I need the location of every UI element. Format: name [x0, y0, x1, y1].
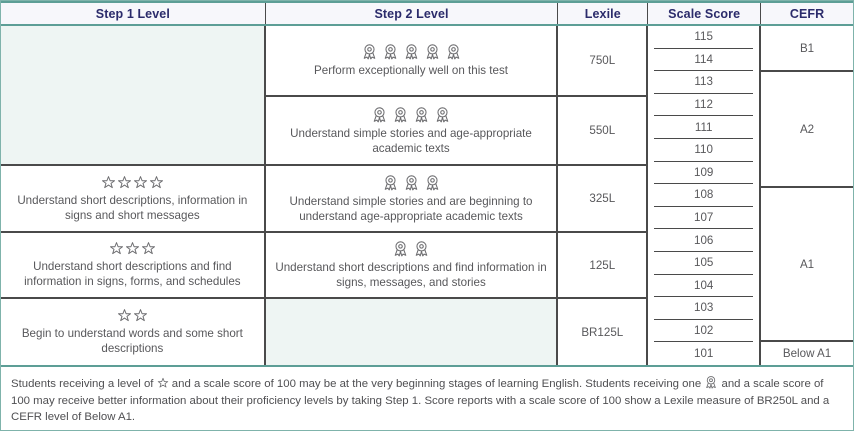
column-scale-score	[648, 26, 761, 365]
cefr-cell: Below A1	[782, 347, 832, 360]
scale-score-cell: 110	[654, 139, 753, 162]
scale-score-cell: 108	[654, 184, 753, 207]
star-icon	[133, 175, 148, 190]
step1-description: Begin to understand words and some short descriptions	[21, 327, 243, 355]
column-header-cefr: CEFR	[789, 6, 825, 21]
lexile-cell: 325L	[558, 166, 646, 233]
column-header-step2: Step 2 Level	[266, 3, 559, 24]
step1-cell-2-stars	[1, 299, 264, 365]
ribbon-icon	[382, 174, 399, 191]
table-header-row	[1, 1, 853, 26]
ribbon-icon	[424, 43, 441, 60]
column-header-lexile: Lexile	[558, 3, 648, 24]
step2-cell-5-ribbons	[266, 26, 557, 97]
ribbon-icon	[445, 43, 462, 60]
step2-description: Understand simple stories and age-appropriate academic texts	[290, 126, 532, 155]
footnote-text-part3: and a scale score of 100 may receive better information about their proficiency levels by taking Step 1. Score reports with a scale score of 100 show a Lexile measure of BR250L and a CEFR level of Below A1.	[11, 378, 830, 423]
column-step1-level	[1, 26, 266, 365]
lexile-cell: 750L	[558, 26, 646, 97]
ribbon-icon	[413, 240, 430, 257]
ribbon-icon-group-3	[382, 174, 441, 191]
step1-cell-3-stars	[1, 233, 264, 299]
step1-description: Understand short descriptions and find information in signs, forms, and schedules	[24, 260, 241, 288]
step2-cell-4-ribbons	[266, 97, 557, 166]
ribbon-icon	[361, 43, 378, 60]
star-icon-group-2	[117, 308, 148, 323]
column-step2-level	[266, 26, 559, 365]
scale-score-cell: 114	[654, 49, 753, 72]
cefr-cell: B1	[761, 26, 853, 72]
scale-score-cell: 111	[654, 116, 753, 139]
step2-cell-3-ribbons	[266, 166, 557, 233]
column-lexile	[558, 26, 648, 365]
step2-cell-2-ribbons	[266, 233, 557, 299]
star-icon	[133, 308, 148, 323]
ribbon-icon	[704, 375, 718, 389]
ribbon-icon	[371, 106, 388, 123]
column-header-step1: Step 1 Level	[1, 3, 266, 24]
ribbon-icon	[403, 43, 420, 60]
scale-score-list	[648, 26, 759, 365]
scale-score-cell: 109	[654, 162, 753, 185]
ribbon-icon-group-5	[361, 43, 462, 60]
step2-description: Understand short descriptions and find information in signs, messages, and stories	[275, 261, 547, 289]
star-icon	[149, 175, 164, 190]
scale-score-cell: 106	[654, 229, 753, 252]
step2-cell-empty	[266, 299, 557, 365]
lexile-cell: 125L	[558, 233, 646, 299]
scale-score-cell: 105	[654, 252, 753, 275]
star-icon	[101, 175, 116, 190]
step1-cell-empty	[1, 26, 264, 166]
star-icon-group-3	[109, 241, 156, 256]
star-icon-group-4	[101, 175, 164, 190]
ribbon-icon	[403, 174, 420, 191]
star-icon	[117, 175, 132, 190]
scale-score-cell: 115	[654, 26, 753, 49]
footnote-text-part1: Students receiving a level of	[11, 378, 157, 390]
ribbon-icon-group-2	[392, 240, 430, 257]
step2-description: Understand simple stories and are beginning to understand age-appropriate academic texts	[289, 194, 533, 223]
step1-cell-4-stars	[1, 166, 264, 233]
scale-score-cell: 107	[654, 207, 753, 230]
scale-score-cell: 101	[694, 347, 714, 361]
scale-score-cell: 103	[654, 297, 753, 320]
table-body	[1, 26, 853, 365]
scale-score-cell: 104	[654, 275, 753, 298]
ribbon-icon	[382, 43, 399, 60]
star-icon	[117, 308, 132, 323]
step1-description: Understand short descriptions, information in signs and short messages	[17, 193, 248, 222]
ribbon-icon	[413, 106, 430, 123]
column-cefr	[761, 26, 853, 365]
star-icon	[125, 241, 140, 256]
scale-score-cell: 102	[654, 320, 753, 343]
scale-score-cell: 112	[654, 94, 753, 117]
star-icon	[141, 241, 156, 256]
ribbon-icon	[424, 174, 441, 191]
lexile-cell: BR125L	[581, 325, 624, 339]
lexile-cell: 550L	[558, 97, 646, 166]
column-header-scale-score: Scale Score	[648, 3, 761, 24]
scale-score-cell: 113	[654, 71, 753, 94]
ribbon-icon	[392, 240, 409, 257]
footnote-text-part2: and a scale score of 100 may be at the very beginning stages of learning English. Students receiving one	[168, 378, 705, 390]
cefr-cell: A2	[761, 72, 853, 188]
star-icon	[157, 377, 169, 389]
ribbon-icon-group-4	[371, 106, 451, 123]
step2-description: Perform exceptionally well on this test	[314, 64, 508, 77]
ribbon-icon	[392, 106, 409, 123]
star-icon	[109, 241, 124, 256]
cefr-cell: A1	[761, 188, 853, 342]
ribbon-icon	[434, 106, 451, 123]
footnote	[1, 365, 853, 431]
